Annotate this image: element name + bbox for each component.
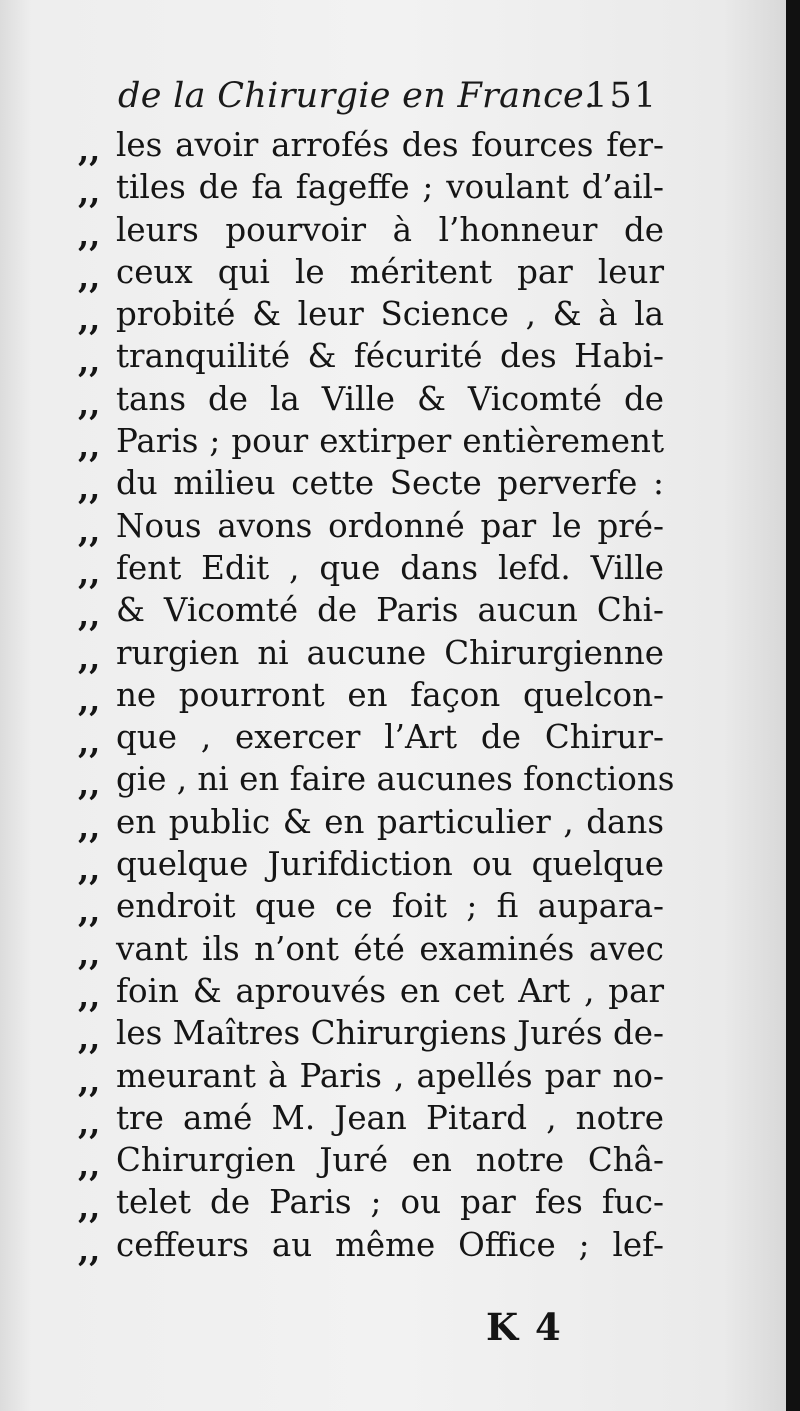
text-line [78,378,664,423]
quotation-mark: ,, [78,680,101,719]
text-line [78,885,664,931]
quotation-mark: ,, [78,257,101,296]
quotation-mark: ,, [78,850,101,889]
page-number: 151 [585,76,658,116]
line-text: & Vicomté de Paris aucun Chi- [116,591,664,630]
body-text [78,124,675,1269]
quotation-mark: ,, [78,1061,101,1100]
line-text: Paris ; pour extirper entièrement [116,422,664,461]
quotation-mark: ,, [78,469,101,508]
line-text: meurant à Paris , apellés par no- [116,1056,664,1095]
signature-mark: K 4 [486,1305,563,1349]
quotation-mark: ,, [78,1188,101,1227]
text-line [78,335,664,381]
text-line [78,674,664,719]
text-line [78,505,664,550]
line-text: en public & en particulier , dans [116,802,664,841]
quotation-mark: ,, [78,342,101,381]
text-line [78,801,664,846]
line-text: vant ils n’ont été examinés avec [116,929,664,968]
line-text: quelque Jurifdiction ou quelque [116,845,664,884]
text-line [78,124,664,169]
line-text: leurs pourvoir à l’honneur de [116,210,664,249]
page-header [118,72,658,120]
text-line [78,758,675,804]
line-text: ceffeurs au même Office ; lef- [116,1225,664,1264]
quotation-mark: ,, [78,596,101,635]
text-line [78,1055,664,1100]
text-line [78,632,664,677]
quotation-mark: ,, [78,976,101,1015]
line-text: ceux qui le méritent par leur [116,252,664,291]
text-line [78,293,664,339]
quotation-mark: ,, [78,215,101,254]
quotation-mark: ,, [78,638,101,677]
quotation-mark: ,, [78,892,101,931]
text-line [78,1097,664,1142]
text-line [78,547,664,592]
text-line [78,928,664,973]
line-text: gie , ni en faire aucunes fonctions [116,760,675,799]
quotation-mark: ,, [78,131,101,169]
line-text: tranquilité & fécurité des Habi- [116,337,664,376]
line-text: endroit que ce foit ; fi aupara- [116,887,664,926]
text-line [78,420,664,466]
line-text: Chirurgien Juré en notre Châ- [116,1141,664,1180]
text-line [78,251,664,296]
quotation-mark: ,, [78,427,101,466]
text-line [78,1224,664,1269]
line-text: fent Edit , que dans lefd. Ville [116,548,664,587]
quotation-mark: ,, [78,723,101,762]
quotation-mark: ,, [78,934,101,973]
line-text: Nous avons ordonné par le pré- [116,506,664,545]
quotation-mark: ,, [78,1019,101,1058]
line-text: rurgien ni aucune Chirurgienne [116,633,664,672]
text-line [78,589,664,635]
line-text: foin & aprouvés en cet Art , par [116,971,664,1010]
text-line [78,1139,664,1185]
line-text: ne pourront en façon quelcon- [116,675,664,714]
text-line [78,970,664,1015]
line-text: tans de la Ville & Vicomté de [116,379,664,418]
text-line [78,1012,664,1058]
text-line [78,209,664,254]
quotation-mark: ,, [78,1146,101,1185]
line-text: tiles de fa fageffe ; voulant d’ail- [116,168,664,207]
line-text: probité & leur Science , & à la [116,295,664,334]
line-text: les avoir arrofés des fources fer- [116,126,664,164]
quotation-mark: ,, [78,765,101,804]
quotation-mark: ,, [78,384,101,423]
quotation-mark: ,, [78,1230,101,1269]
text-line [78,716,664,762]
line-text: telet de Paris ; ou par fes fuc- [116,1183,664,1222]
text-line [78,462,664,508]
quotation-mark: ,, [78,173,101,212]
text-line [78,1181,664,1227]
text-line [78,166,664,212]
quotation-mark: ,, [78,300,101,339]
quotation-mark: ,, [78,553,101,592]
quotation-mark: ,, [78,511,101,550]
line-text: que , exercer l’Art de Chirur- [116,718,664,757]
line-text: les Maîtres Chirurgiens Jurés de- [116,1014,664,1053]
book-spine-edge [786,0,800,1411]
line-text: du milieu cette Secte perverfe : [116,464,664,503]
running-head: de la Chirurgie en France. [118,76,596,116]
quotation-mark: ,, [78,807,101,846]
quotation-mark: ,, [78,1103,101,1142]
line-text: tre amé M. Jean Pitard , notre [116,1098,664,1137]
text-line [78,843,664,889]
